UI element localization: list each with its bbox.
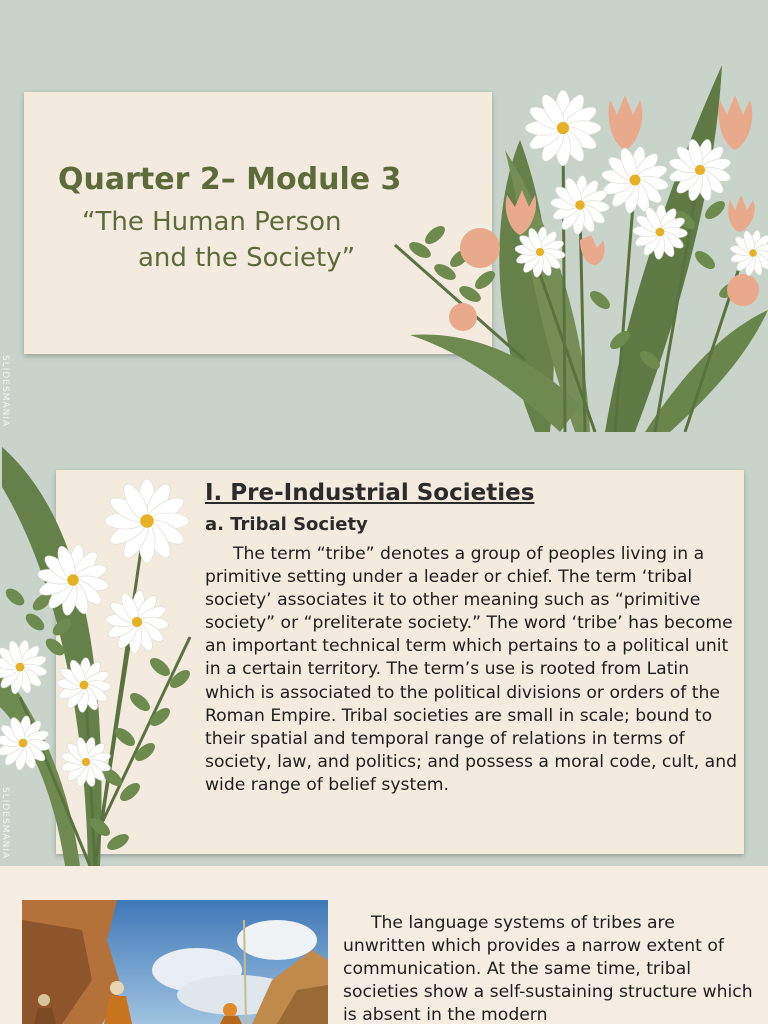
content-text: [205, 480, 740, 797]
watermark: SLIDESMANIA: [0, 787, 10, 860]
subtitle-line-1: “The Human Person: [82, 207, 342, 237]
subtitle-line-2: and the Society”: [138, 243, 356, 273]
white-daisy-icon: [0, 639, 48, 695]
title-slide: [0, 0, 768, 432]
white-daisy-icon: [729, 229, 768, 276]
daisy-branch-illustration: [0, 447, 200, 866]
module-subtitle: [82, 204, 355, 276]
section-heading: I. Pre-Industrial Societies: [205, 480, 535, 506]
tribal-people-photo: [22, 900, 328, 1024]
sub-heading: a. Tribal Society: [205, 514, 368, 535]
flower-bouquet-illustration: [385, 60, 768, 432]
white-daisy-icon: [56, 657, 111, 712]
module-title: Quarter 2– Module 3: [58, 162, 402, 197]
white-daisy-icon: [60, 736, 111, 787]
white-daisy-icon: [105, 590, 169, 654]
watermark: SLIDESMANIA: [0, 355, 10, 428]
white-daisy-icon: [601, 146, 669, 214]
white-daisy-icon: [668, 138, 732, 202]
white-daisy-icon: [105, 479, 189, 563]
body-paragraph: The term “tribe” denotes a group of peoples living in a primitive setting under a leader or chief. The term ‘tribal society’ associates it to other meaning such as “primitive society” or “preliterate society.” The word ‘tribe’ has become an important technical term which pertains to a political unit in a certain territory. The term’s use is rooted from Latin which is associated to the political divisions or orders of the Roman Empire. Tribal societies are small in scale; bound to their spatial and temporal range of relations in terms of society, law, and politics; and possess a moral code, cult, and wide range of belief system.: [205, 544, 738, 795]
body-paragraph: The language systems of tribes are unwritten which provides a narrow extent of communication. At the same time, tribal societies show a self-sustaining structure which is absent in the modern: [343, 913, 753, 1024]
white-daisy-icon: [550, 175, 610, 235]
content-text: [343, 912, 755, 1024]
content-slide-tribal-society: [0, 432, 768, 866]
white-daisy-icon: [525, 90, 601, 166]
content-slide-language: [0, 866, 768, 1024]
